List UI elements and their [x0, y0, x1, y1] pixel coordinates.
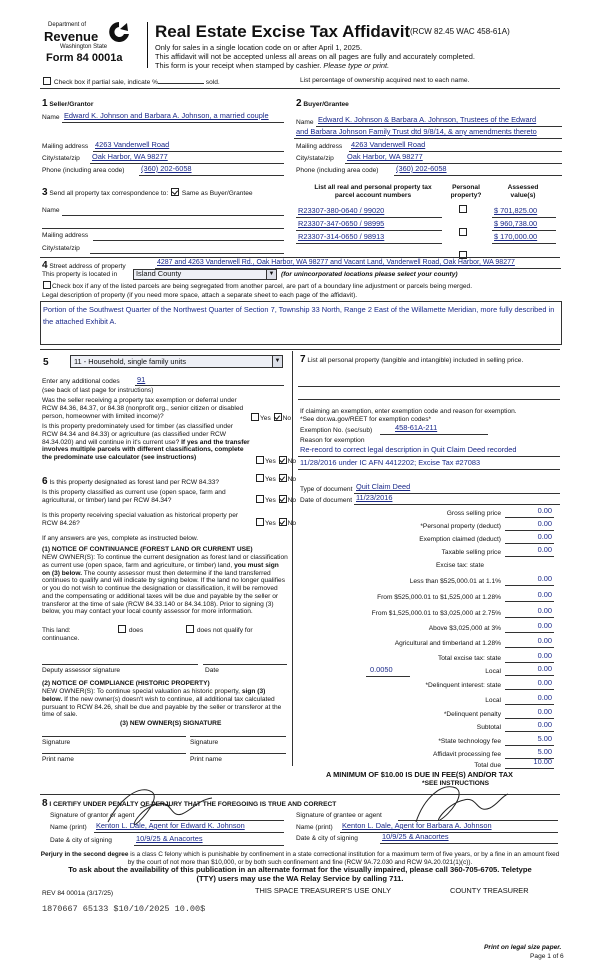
additional-codes-label: Enter any additional codes	[42, 378, 120, 385]
grantor-date[interactable]: 10/9/25 & Anacortes	[136, 834, 203, 843]
forest-question: 6 Is this property designated as forest land per RCW 84.33?	[42, 476, 220, 487]
calc-label: *Delinquent interest: state	[425, 682, 501, 689]
new-owner-print-label: Print name	[42, 756, 74, 763]
treasurer-stamp: 1870667 65133 $10/10/2025 10.00$	[42, 904, 206, 914]
forest-answer: Yes No	[255, 474, 296, 484]
new-owner-heading: (3) NEW OWNER(S) SIGNATURE	[120, 720, 222, 727]
dept-line2: Revenue	[44, 29, 99, 44]
calc-label: Subtotal	[476, 724, 501, 731]
timber-question: Is this property predominately used for timber (as classified under RCW 84.34 and 84.33) or agriculture (as classified under RCW 84.34.020) and will continue in it's current use? If yes and the transfer involves multiple parcels with different classifications, complete the predominate use calculator (see instructions)	[42, 423, 250, 462]
segregated-checkbox[interactable]	[43, 281, 51, 289]
calc-label: Affidavit processing fee	[432, 751, 501, 758]
calc-value[interactable]: 0.00	[537, 590, 552, 599]
seller-mail[interactable]: 4263 Vanderwell Road	[95, 140, 170, 149]
seller-phone-label: Phone (including area code)	[42, 167, 125, 174]
compliance-text: NEW OWNER(S): To continue special valuation as historic property, sign (3) below. If the new owner(s) doesn't wish to continue, all additional tax calculated pursuant to RCW 84.26, shall be due and payable by the seller or transferor at the time of sale.	[42, 688, 282, 719]
street-label: 4 Street address of property	[42, 260, 126, 271]
historic-answer: Yes No	[255, 518, 296, 528]
calc-value[interactable]: 0.00	[537, 636, 552, 645]
deputy-signature-label: Deputy assessor signature	[42, 667, 121, 674]
deferral-no-checkbox[interactable]	[274, 413, 282, 421]
new-owner-signature-label: Signature	[42, 739, 71, 746]
calc-label: Above $3,025,000 at 3%	[428, 625, 501, 632]
form-title: Real Estate Excise Tax Affidavit	[155, 22, 411, 41]
deferral-yes-checkbox[interactable]	[251, 413, 259, 421]
timber-answer: Yes No	[255, 456, 296, 466]
accessibility-note: To ask about the availability of this publication in an alternate format for the visually impaired, please call 360-705-6705. Teletype (TTY) users may use the WA Relay Service by calling 711.	[68, 865, 532, 883]
calc-label: From $1,525,000.01 to $3,025,000 at 2.75%	[371, 610, 501, 617]
county-treasurer: COUNTY TREASURER	[450, 886, 529, 895]
calc-value[interactable]: 0.00	[537, 532, 552, 541]
treasurer-use: THIS SPACE TREASURER'S USE ONLY	[255, 886, 392, 895]
does-checkbox[interactable]	[118, 625, 126, 633]
doc-type-label: Type of document	[300, 486, 353, 493]
does-not-checkbox[interactable]	[186, 625, 194, 633]
legal-description: Portion of the Southwest Quarter of the Northwest Quarter of Section 7, Township 33 North, Range 2 East of the Willamette Meridian, more fully described in the attached Exhibit A.	[43, 305, 555, 326]
calc-label: *Personal property (deduct)	[420, 523, 501, 530]
excise-state-label: Excise tax: state	[436, 562, 485, 569]
partial-sale-checkbox[interactable]	[43, 77, 51, 85]
minimum-due: A MINIMUM OF $10.00 IS DUE IN FEE(S) AND/OR TAX	[326, 770, 513, 779]
assessed-col-header: Assessed value(s)	[507, 184, 539, 199]
buyer-mail[interactable]: 4263 Vanderwell Road	[351, 140, 426, 149]
seller-heading: 1 Seller/Grantor	[42, 98, 94, 109]
seller-city[interactable]: Oak Harbor, WA 98277	[92, 152, 168, 161]
section3-name-label: Name	[42, 207, 60, 214]
deputy-date-label: Date	[205, 667, 219, 674]
buyer-city[interactable]: Oak Harbor, WA 98277	[347, 152, 423, 161]
buyer-mail-label: Mailing address	[296, 143, 343, 150]
seller-phone[interactable]: (360) 202-6058	[141, 164, 192, 173]
exemption-instruction: If claiming an exemption, enter exemption code and reason for exemption. *See dor.wa.gov/REET for exemption codes*	[300, 408, 517, 423]
does-option: does	[117, 625, 143, 635]
new-owner-print-label-2: Print name	[190, 756, 222, 763]
calc-value[interactable]: 10.00	[533, 757, 552, 766]
parcel-number[interactable]: R23307-380-0640 / 99020	[298, 206, 385, 215]
deferral-question: Was the seller receiving a property tax exemption or deferral under RCW 84.36, 84.37, or 84.38 (nonprofit org., senior citizen or disabled person, homeowner with limited income)?	[42, 397, 244, 420]
personal-property-checkbox[interactable]	[459, 205, 467, 213]
calc-value[interactable]: 0.00	[537, 606, 552, 615]
current-use-yes-checkbox[interactable]	[256, 495, 264, 503]
calc-label: Total excise tax: state	[437, 655, 501, 662]
calc-value[interactable]: 0.00	[537, 506, 552, 515]
see-instructions: *SEE INSTRUCTIONS	[422, 780, 490, 787]
county-note: (for unincorporated locations please select your county)	[281, 271, 458, 278]
seller-name[interactable]: Edward K. Johnson and Barbara A. Johnson, a married couple	[64, 111, 269, 120]
timber-no-checkbox[interactable]	[279, 456, 287, 464]
buyer-name-label: Name	[296, 119, 314, 126]
header-sub2: This affidavit will not be accepted unless all areas on all pages are fully and accurately completed.	[155, 52, 475, 61]
grantee-name[interactable]: Kenton L. Dale, Agent for Barbara A. Johnson	[342, 821, 492, 830]
calc-label: Local	[485, 668, 501, 675]
local-rate[interactable]: 0.0050	[370, 665, 393, 674]
section3-heading: 3 Send all property tax correspondence to: Same as Buyer/Grantee	[42, 187, 253, 198]
timber-yes-checkbox[interactable]	[256, 456, 264, 464]
chevron-down-icon: ▼	[266, 270, 276, 279]
calc-label: Exemption claimed (deduct)	[419, 536, 501, 543]
reason-line1[interactable]: Re-record to correct legal description in Quit Claim Deed recorded	[300, 445, 517, 454]
grantee-date[interactable]: 10/9/25 & Anacortes	[382, 832, 449, 841]
doc-date-label: Date of document	[300, 497, 353, 504]
grantee-date-label: Date & city of signing	[296, 835, 358, 842]
exemption-no[interactable]: 458-61A-211	[395, 423, 438, 432]
assessed-value[interactable]: $ 701,825.00	[494, 206, 538, 215]
calc-label: Agricultural and timberland at 1.28%	[394, 640, 501, 647]
perjury-note: Perjury in the second degree is a class C felony which is punishable by confinement in a state correctional institution for a maximum term of five years, or by a fine in an amount fixed by the court of not more than $10,000, or by both such confinement and fine (RCW 9A.72.030 and RCW 9A.20.021(1)(c)).	[40, 851, 560, 866]
located-label: This property is located in	[42, 271, 118, 278]
historic-question: Is this property receiving special valuation as historical property per RCW 84.26?	[42, 512, 239, 527]
form-revision: REV 84 0001a (3/17/25)	[42, 890, 114, 897]
calc-value[interactable]: 0.00	[537, 664, 552, 673]
form-number: Form 84 0001a	[46, 52, 123, 64]
header-sub3: This form is your receipt when stamped by cashier. Please type or print.	[155, 61, 390, 70]
personal-property-checkbox[interactable]	[459, 228, 467, 236]
doc-type[interactable]: Quit Claim Deed	[356, 482, 411, 491]
historic-yes-checkbox[interactable]	[256, 518, 264, 526]
partial-sale: Check box if partial sale, indicate % sold.	[42, 77, 220, 87]
grantor-signature-label: Signature of grantor or agent	[50, 812, 135, 819]
seller-city-label: City/state/zip	[42, 155, 80, 162]
chevron-down-icon: ▼	[272, 356, 282, 367]
calc-label: Gross selling price	[446, 510, 501, 517]
forest-yes-checkbox[interactable]	[256, 474, 264, 482]
parcel-col-header: List all real and personal property tax parcel account numbers	[314, 184, 432, 199]
section3-city-label: City/state/zip	[42, 245, 80, 252]
assessed-value[interactable]: $ 960,738.00	[494, 219, 538, 228]
parcel-number[interactable]: R23307-314-0650 / 98913	[298, 232, 385, 241]
this-land-label: This land:	[42, 627, 71, 634]
calc-value[interactable]: 0.00	[537, 651, 552, 660]
segregated-note: Check box if any of the listed parcels are being segregated from another parcel, are part of a boundary line adjustment or parcels being merged.	[42, 281, 472, 291]
seller-name-label: Name	[42, 114, 60, 121]
new-owner-signature-label-2: Signature	[190, 739, 219, 746]
calc-label: *Delinquent penalty	[443, 711, 501, 718]
county-select[interactable]: Island County ▼	[133, 269, 277, 280]
does-not-option: does not qualify for	[185, 625, 253, 635]
street-address[interactable]: 4287 and 4263 Vanderwell Rd., Oak Harbor, WA 98277 and Vacant Land, Vanderwell Road, Oak Harbor, WA 98277	[157, 259, 515, 266]
historic-no-checkbox[interactable]	[279, 518, 287, 526]
calc-value[interactable]: 0.00	[537, 519, 552, 528]
calc-label: *State technology fee	[438, 738, 501, 745]
reason-label: Reason for exemption	[300, 437, 365, 444]
calc-value[interactable]: 0.00	[537, 621, 552, 630]
same-as-buyer-checkbox[interactable]	[171, 188, 179, 196]
calc-value[interactable]: 0.00	[537, 693, 552, 702]
calc-label: Less than $525,000.01 at 1.1%	[409, 578, 501, 585]
current-use-answer: Yes No	[255, 495, 296, 505]
parcel-number[interactable]: R23307-347-0650 / 98995	[298, 219, 385, 228]
calc-label: Total due	[474, 762, 501, 769]
form-citation: (RCW 82.45 WAC 458-61A)	[410, 27, 510, 36]
header-divider	[147, 22, 148, 68]
dept-line1: Department of	[48, 22, 87, 28]
legal-description-box[interactable]	[40, 301, 562, 345]
reason-line2[interactable]: 11/28/2016 under IC AFN 4412202; Excise Tax #27083	[300, 458, 481, 467]
dor-logo-icon	[107, 20, 131, 46]
buyer-name-line2[interactable]: and Barbara Johnson Family Trust dtd 9/8/14, & any amendments thereto	[296, 127, 537, 136]
land-use-select[interactable]: 11 - Household, single family units ▼	[70, 355, 283, 368]
doc-date[interactable]: 11/23/2016	[356, 493, 393, 502]
additional-codes-note: (see back of last page for instructions)	[42, 387, 154, 394]
grantee-name-label: Name (print)	[296, 824, 333, 831]
buyer-name-line1[interactable]: Edward K. Johnson & Barbara A. Johnson, Trustees of the Edward	[318, 115, 537, 124]
exemption-no-label: Exemption No. (sec/sub)	[300, 427, 373, 434]
calc-value[interactable]: 0.00	[537, 707, 552, 716]
seller-mail-label: Mailing address	[42, 143, 89, 150]
grantor-date-label: Date & city of signing	[50, 837, 112, 844]
dept-line3: Washington State	[60, 44, 108, 50]
calc-label: From $525,000.01 to $1,525,000 at 1.28%	[377, 594, 501, 601]
buyer-heading: 2 Buyer/Grantee	[296, 98, 349, 109]
page-number: Page 1 of 6	[530, 953, 564, 960]
calc-label: Local	[485, 697, 501, 704]
certify-heading: 8 I CERTIFY UNDER PENALTY OF PERJURY THAT THE FOREGOING IS TRUE AND CORRECT	[42, 798, 337, 809]
section3-mail-label: Mailing address	[42, 232, 89, 239]
calc-value[interactable]: 0.00	[537, 678, 552, 687]
legal-label: Legal description of property (if you need more space, attach a separate sheet to each page of the affidavit).	[42, 292, 358, 299]
section5-num: 5	[43, 357, 49, 368]
legal-paper-note: Print on legal size paper.	[484, 944, 562, 951]
buyer-city-label: City/state/zip	[296, 155, 334, 162]
continuance-text: NEW OWNER(S): To continue the current designation as forest land or classification as current use (open space, farm and agriculture, or timber) land, you must sign on (3) below. The county assessor must then determine if the land transferred continues to qualify and will indicate by signing below. If the land no longer qualifies or you do not wish to continue the designation or classification, it will be removed and the compensating or additional taxes will be due and payable by the seller or transferor at the time of sale (RCW 84.33.140 or 84.34.108). Prior to signing (3) below, you may contact your local county assessor for more information.	[42, 554, 288, 616]
buyer-phone-label: Phone (including area code)	[296, 167, 379, 174]
calc-value[interactable]: 5.00	[537, 747, 552, 756]
continuance-heading: (1) NOTICE OF CONTINUANCE (FOREST LAND OR CURRENT USE)	[42, 546, 253, 553]
compliance-heading: (2) NOTICE OF COMPLIANCE (HISTORIC PROPERTY)	[42, 680, 210, 687]
continuance-label: continuance.	[42, 635, 80, 642]
buyer-phone[interactable]: (360) 202-6058	[396, 164, 447, 173]
additional-codes[interactable]: 91	[137, 375, 146, 384]
assessed-value[interactable]: $ 170,000.00	[494, 232, 538, 241]
if-yes-note: If any answers are yes, complete as instructed below.	[42, 535, 199, 542]
forest-no-checkbox[interactable]	[279, 474, 287, 482]
calc-label: Taxable selling price	[441, 549, 501, 556]
calc-value[interactable]: 5.00	[537, 734, 552, 743]
ownership-note: List percentage of ownership acquired next to each name.	[300, 77, 470, 84]
grantor-name-label: Name (print)	[50, 824, 87, 831]
header-sub1: Only for sales in a single location code on or after April 1, 2025.	[155, 43, 363, 52]
current-use-no-checkbox[interactable]	[279, 495, 287, 503]
calc-value[interactable]: 0.00	[537, 574, 552, 583]
personal-property-label: 7 List all personal property (tangible and intangible) included in selling price.	[300, 354, 524, 365]
deferral-answer: Yes No	[250, 413, 291, 423]
current-use-question: Is this property classified as current use (open space, farm and agricultural, or timber) land per RCW 84.34?	[42, 489, 226, 504]
grantee-signature-label: Signature of grantee or agent	[296, 812, 382, 819]
grantor-name[interactable]: Kenton L. Dale, Agent for Edward K. Johnson	[96, 821, 245, 830]
personal-col-header: Personal property?	[450, 184, 482, 199]
calc-value[interactable]: 0.00	[537, 720, 552, 729]
calc-value[interactable]: 0.00	[537, 545, 552, 554]
divider	[40, 88, 560, 89]
